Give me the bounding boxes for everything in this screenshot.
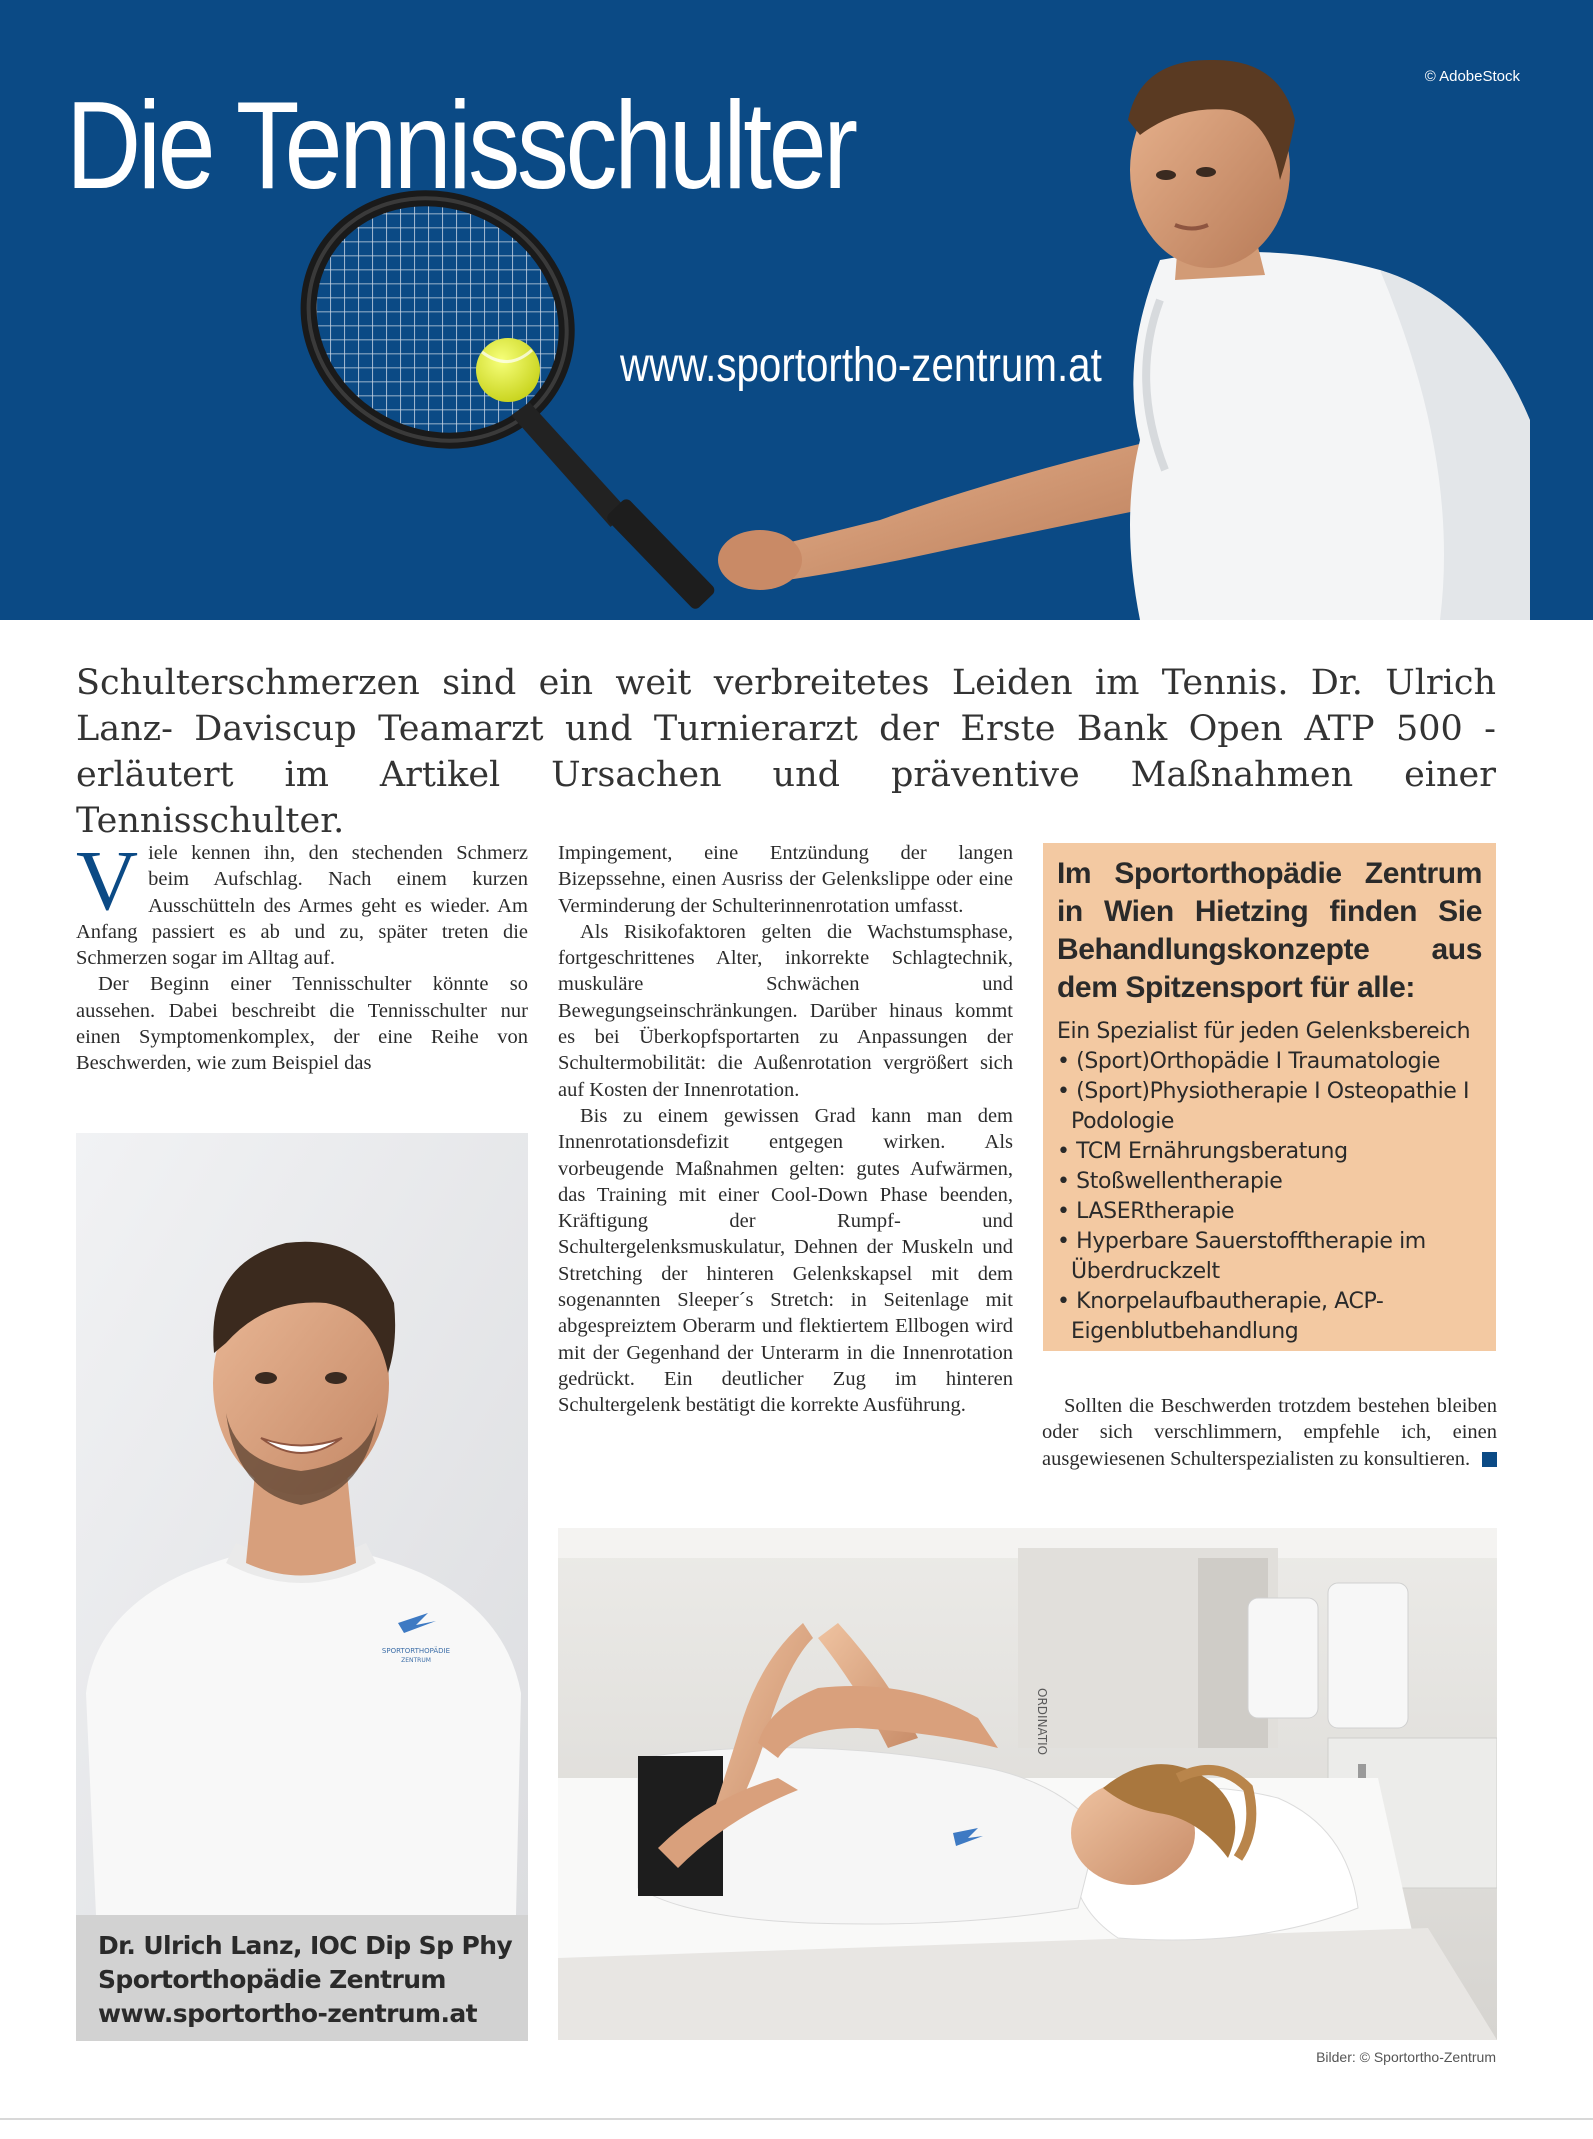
list-item: • Hyperbare Sauerstofftherapie im Überdruckzelt	[1057, 1227, 1482, 1287]
article-paragraph: Der Beginn einer Tennisschulter könnte so aussehen. Dabei beschreibt die Tennisschulter nur einen Symptomenkomplex, der eine Reihe von Beschwerden, wie zum Beispiel das	[76, 973, 528, 1075]
article-paragraph: Sollten die Beschwerden trotzdem bestehen bleiben oder sich verschlimmern, empfehle ich, einen ausgewiesenen Schulterspezialisten zu konsultieren.	[1042, 1395, 1497, 1470]
clinic-name: Sportorthopädie Zentrum	[98, 1965, 446, 1994]
svg-text:SPORTORTHOPÄDIE: SPORTORTHOPÄDIE	[381, 1647, 451, 1655]
list-item: • LASERtherapie	[1057, 1197, 1482, 1227]
infobox-heading: Im Sportorthopädie Zentrum in Wien Hietzing finden Sie Behandlungskonzepte aus dem Spitzensport für alle:	[1057, 857, 1482, 1004]
page-title: Die Tennisschulter	[66, 77, 855, 215]
sleeper-stretch-photo	[558, 1528, 1497, 2040]
portrait-caption	[76, 1915, 528, 2041]
article-paragraph: Bis zu einem gewissen Grad kann man dem Innenrotationsdefizit entgegen wirken. Als vorbeugende Maßnahmen gelten: gutes Aufwärmen, das Training mit einer Cool-Down Phase beenden, Kräftigung der Rumpf- und Schultergelenksmuskulatur, Dehnen der Muskeln und Stretching der hinteren Gelenkskapsel mit dem sogenannten Sleeper´s Stretch: in Seitenlage mit abgespreiztem Oberarm und flektiertem Ellbogen wird mit der Gegenhand der Unterarm in die Innenrotation gedrückt. Ein deutlicher Zug im hinteren Schultergelenk bestätigt die korrekte Ausführung.	[558, 1104, 1013, 1417]
article-column-2	[558, 840, 1013, 1419]
services-list	[1057, 1047, 1482, 1347]
doctor-portrait-photo	[76, 1133, 528, 1915]
hero-website-link[interactable]: www.sportortho-zentrum.at	[620, 339, 1102, 392]
svg-text:ZENTRUM: ZENTRUM	[401, 1657, 431, 1664]
list-item: • Knorpelaufbautherapie, ACP-Eigenblutbehandlung	[1057, 1287, 1482, 1347]
hero-image-credit: © AdobeStock	[1424, 68, 1520, 85]
lead-paragraph: Schulterschmerzen sind ein weit verbreitetes Leiden im Tennis. Dr. Ulrich Lanz- Daviscup Teamarzt und Turnierarzt der Erste Bank Open ATP 500 - erläutert im Artikel Ursachen und präventive Maßnahmen einer Tennisschulter.	[76, 663, 1496, 841]
list-item: • (Sport)Physiotherapie I Osteopathie I Podologie	[1057, 1077, 1482, 1137]
caption-website-link[interactable]: www.sportortho-zentrum.at	[98, 1999, 477, 2028]
hero-banner	[0, 0, 1593, 620]
services-infobox	[1043, 843, 1496, 1351]
list-item: • (Sport)Orthopädie I Traumatologie	[1057, 1047, 1482, 1077]
tennis-ball-icon	[476, 338, 540, 402]
article-column-3	[1042, 1393, 1497, 1472]
article-paragraph: Viele kennen ihn, den stechenden Schmerz beim Aufschlag. Nach einem kurzen Ausschütteln des Armes geht es wieder. Am Anfang passiert es ab und zu, später treten die Schmerzen sogar im Alltag auf.	[76, 832, 528, 970]
doctor-name: Dr. Ulrich Lanz, IOC Dip Sp Phy	[98, 1931, 513, 1960]
drop-cap: V	[76, 832, 139, 928]
list-item: • Stoßwellentherapie	[1057, 1167, 1482, 1197]
article-paragraph: Als Risikofaktoren gelten die Wachstumsphase, fortgeschrittenes Alter, inkorrekte Schlagtechnik, muskuläre Schwächen und Bewegungseinschränkungen. Darüber hinaus kommt es bei Überkopfsportarten zu Anpassungen der Schultermobilität: die Außenrotation vergrößert sich auf Kosten der Innenrotation.	[558, 920, 1013, 1101]
photo-credit: Bilder: © Sportortho-Zentrum	[1316, 2049, 1496, 2065]
end-mark-icon	[1482, 1452, 1497, 1467]
list-item: • TCM Ernährungsberatung	[1057, 1137, 1482, 1167]
article-column-1	[76, 832, 528, 1077]
page-bottom-divider	[0, 2118, 1593, 2120]
infobox-subheading: Ein Spezialist für jeden Gelenksbereich	[1057, 1019, 1471, 1044]
article-paragraph: Impingement, eine Entzündung der langen Bizepssehne, einen Ausriss der Gelenkslippe oder eine Verminderung der Schulterinnenrotation umfasst.	[558, 842, 1013, 917]
svg-text:ORDINATIO: ORDINATIO	[1035, 1688, 1049, 1756]
